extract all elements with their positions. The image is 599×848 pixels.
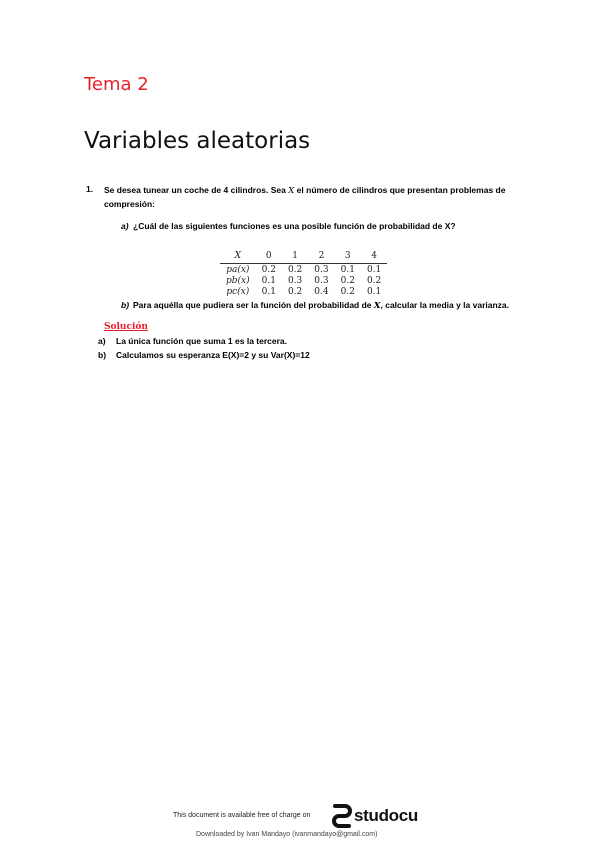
question-text-part1: Se desea tunear un coche de 4 cilindros. Sea: [104, 185, 289, 195]
subquestion-a-text: ¿Cuál de las siguientes funciones es una posible función de probabilidad de X?: [133, 221, 456, 231]
question-text-part2: el número de cilindros que presentan problemas de compresión:: [104, 185, 506, 209]
table-cell: 0.2: [340, 275, 355, 286]
footer-availability-text: This document is available free of charge on: [173, 812, 311, 819]
subquestion-b-part2: , calcular la media y la varianza.: [380, 300, 510, 310]
table-header-cell: 2: [308, 250, 334, 264]
table-cell: 0.1: [261, 275, 276, 286]
table-cell: pa(x): [226, 264, 250, 275]
table-row: [220, 275, 387, 286]
table-cell: 0.3: [314, 264, 329, 275]
table-cell: 0.2: [261, 264, 276, 275]
table-cell: 0.4: [314, 286, 329, 297]
table-header-cell: 0: [256, 250, 282, 264]
answer-b-letter: b): [98, 350, 107, 360]
solution-heading: Solución: [104, 322, 148, 332]
studocu-brand-link[interactable]: studocu: [354, 806, 419, 825]
table-cell: 0.3: [287, 275, 303, 286]
table-header-row: [220, 250, 387, 264]
table-header-cell: 4: [361, 250, 387, 264]
subquestion-b-part1: Para aquélla que pudiera ser la función del probabilidad de: [133, 300, 374, 310]
section-heading: Tema 2: [84, 74, 149, 95]
studocu-logo-icon[interactable]: [331, 804, 353, 833]
table-cell: 0.1: [366, 286, 382, 297]
subquestion-b-text: [133, 300, 509, 311]
table-cell: pc(x): [226, 286, 250, 297]
table-row: [220, 286, 387, 297]
table-cell: 0.2: [340, 286, 355, 297]
footer-downloaded-text: Downloaded by Ivan Mandayo (ivanmandayo@gmail.com): [196, 831, 378, 838]
subquestion-b-variable: X: [373, 301, 381, 311]
question-variable: X: [288, 186, 295, 196]
table-cell: 0.2: [366, 275, 382, 286]
question-number: 1.: [86, 184, 94, 194]
table-cell: pb(x): [226, 275, 250, 286]
probability-table: [220, 250, 387, 297]
table-cell: 0.2: [287, 286, 303, 297]
answer-a-text: La única función que suma 1 es la tercera.: [116, 336, 288, 346]
subquestion-a-letter: a): [121, 221, 129, 231]
answer-b-text: Calculamos su esperanza E(X)=2 y su Var(X)=12: [116, 350, 310, 360]
table-cell: 0.1: [340, 264, 355, 275]
table-row: [220, 264, 387, 276]
subquestion-b-letter: b): [121, 300, 130, 310]
table-cell: 0.1: [261, 286, 276, 297]
table-cell: 0.1: [366, 264, 382, 275]
table-cell: 0.3: [314, 275, 329, 286]
answer-a-letter: a): [98, 336, 106, 346]
question-text: [104, 184, 524, 211]
table-header-cell: 1: [282, 250, 308, 264]
table-header-cell: 3: [335, 250, 361, 264]
table-header-cell: X: [220, 250, 256, 264]
page-title: Variables aleatorias: [84, 128, 311, 154]
table-cell: 0.2: [287, 264, 303, 275]
